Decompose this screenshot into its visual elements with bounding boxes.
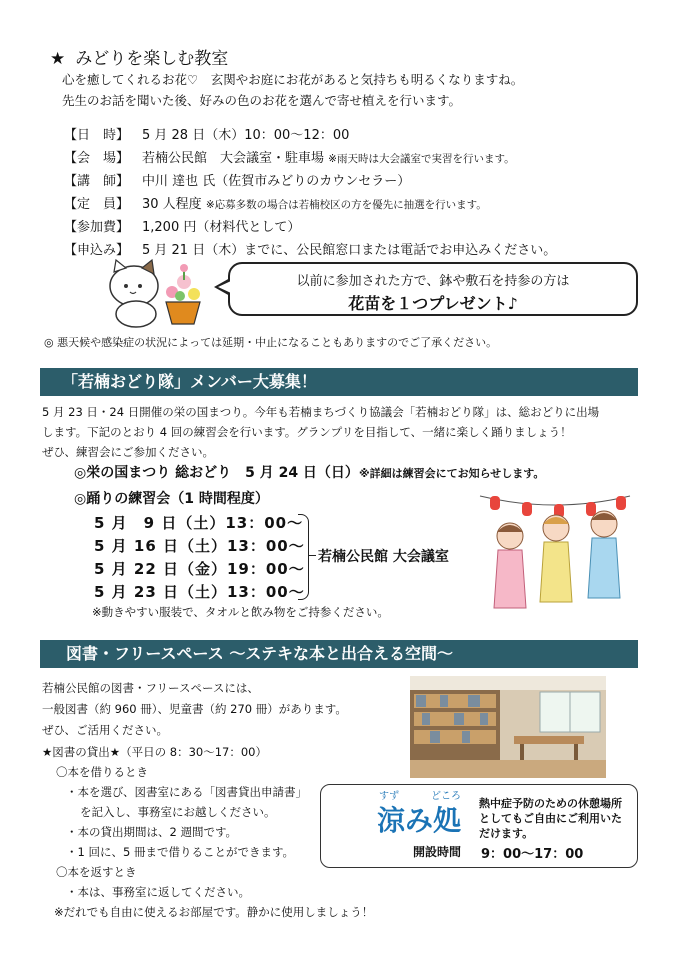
library-line-1: 若楠公民館の図書・フリースペースには、: [42, 681, 259, 695]
detail-label: 【講 師】: [64, 174, 130, 189]
dancers-illustration: [470, 484, 640, 612]
detail-value: 5 月 28 日（木）10：00～12：00: [142, 128, 350, 143]
bubble-tail-inner: [218, 281, 231, 293]
intro-line-2: 先生のお話を聞いた後、好みの色のお花を選んで寄せ植えを行います。: [62, 93, 462, 108]
suzumi-info-1: 熱中症予防のための休憩場所: [479, 797, 622, 810]
library-line-2: 一般図書（約 960 冊）、児童書（約 270 冊）があります。: [42, 702, 347, 716]
practice-hall: 若楠公民館 大会議室: [318, 549, 449, 565]
intro-line-1: 心を癒してくれるお花♡ 玄関やお庭にお花があると気持ちも明るくなりますね。: [62, 72, 524, 87]
library-line-5: 〇本を借りるとき: [56, 765, 148, 779]
star-icon: ★: [50, 49, 66, 69]
furigana-suzu: すず: [379, 791, 400, 802]
hours-value: 9：00～17：00: [481, 847, 584, 862]
detail-row-fee: [64, 216, 300, 235]
bubble-line-1: 以前に参加された方で、鉢や敷石を持参の方は: [296, 274, 570, 289]
detail-value: 30 人程度: [142, 197, 202, 212]
banner-odori: 「若楠おどり隊」メンバー大募集！: [40, 368, 638, 396]
suzumi-title: 涼み処: [377, 804, 462, 837]
detail-label: 【参加費】: [64, 220, 130, 235]
festival-note: ※詳細は練習会にてお知らせします。: [358, 467, 545, 480]
suzumi-dokoro-box: [320, 784, 638, 868]
detail-row-apply: [64, 239, 556, 258]
suzumi-info-2: としてもご自由にご利用いた: [479, 812, 622, 825]
library-line-10: 〇本を返すとき: [56, 865, 137, 879]
detail-value: 5 月 21 日（木）までに、公民館窓口または電話でお申込みください。: [142, 243, 557, 258]
library-photo: [410, 676, 606, 778]
banner-library: 図書・フリースペース ～ステキな本と出合える空間～: [40, 640, 638, 668]
cat-flower-illustration: [100, 258, 212, 330]
library-line-7: を記入し、事務室にお越しください。: [80, 805, 276, 819]
detail-value: 中川 達也 氏（佐賀市みどりのカウンセラー）: [142, 174, 411, 189]
detail-note: ※応募多数の場合は若楠校区の方を優先に抽選を行います。: [205, 199, 487, 211]
library-line-9: ・1 回に、5 冊まで借りることができます。: [66, 845, 295, 859]
detail-label: 【日 時】: [64, 128, 130, 143]
caution-note: ◎ 悪天候や感染症の状況によっては延期・中止になることもありますのでご了承ください。: [44, 336, 498, 349]
detail-label: 【定 員】: [64, 197, 130, 212]
detail-value: 若楠公民館 大会議室・駐車場: [142, 151, 325, 166]
odori-note: ※動きやすい服装で、タオルと飲み物をご持参ください。: [92, 605, 389, 619]
detail-row-capacity: [64, 193, 487, 212]
detail-row-venue: [64, 147, 515, 166]
detail-label: 【申込み】: [64, 243, 130, 258]
festival-text: ◎栄の国まつり 総おどり 5 月 24 日（日）: [74, 465, 359, 481]
practice-date-2: 5 月 16 日（土）13：00～: [94, 537, 305, 555]
odori-paragraph-2: します。下記のとおり 4 回の練習会を行います。グランプリを目指して、一緒に楽しく踊りましょう！: [42, 425, 572, 439]
practice-title: ◎踊りの練習会（1 時間程度）: [74, 491, 269, 507]
speech-bubble: [228, 262, 638, 316]
bubble-line-2: 花苗を１つプレゼント♪: [348, 294, 518, 313]
practice-date-4: 5 月 23 日（土）13：00～: [94, 583, 305, 601]
festival-line: [74, 462, 544, 482]
furigana-dokoro: どころ: [431, 791, 461, 802]
odori-paragraph-3: ぜひ、練習会にご参加ください。: [42, 445, 215, 459]
detail-note: ※雨天時は大会議室で実習を行います。: [328, 153, 515, 165]
library-line-6: ・本を選び、図書室にある「図書貸出申請書」: [66, 785, 308, 799]
suzumi-info-3: だけます。: [479, 827, 534, 840]
library-line-11: ・本は、事務室に返してください。: [66, 885, 250, 899]
library-line-3: ぜひ、ご活用ください。: [42, 723, 169, 737]
detail-label: 【会 場】: [64, 151, 130, 166]
hours-label: 開設時間: [413, 845, 462, 859]
brace-tick: [308, 555, 316, 556]
detail-row-datetime: [64, 124, 349, 143]
odori-paragraph-1: 5 月 23 日・24 日開催の栄の国まつり。今年も若楠まちづくり協議会「若楠おどり隊」は、総おどりに出場: [42, 405, 600, 419]
brace: [298, 514, 309, 600]
library-line-12: ※だれでも自由に使えるお部屋です。静かに使用しましょう！: [54, 905, 374, 919]
library-line-4: ★図書の貸出★（平日の 8：30～17：00）: [42, 745, 267, 759]
practice-date-3: 5 月 22 日（金）19：00～: [94, 560, 305, 578]
practice-date-1: 5 月 9 日（土）13：00～: [94, 514, 304, 532]
section-title-text: みどりを楽しむ教室: [75, 49, 229, 69]
detail-row-lecturer: [64, 170, 410, 189]
detail-value: 1,200 円（材料代として）: [142, 220, 301, 235]
section-title-midori: [50, 44, 228, 69]
library-line-8: ・本の貸出期間は、2 週間です。: [66, 825, 238, 839]
